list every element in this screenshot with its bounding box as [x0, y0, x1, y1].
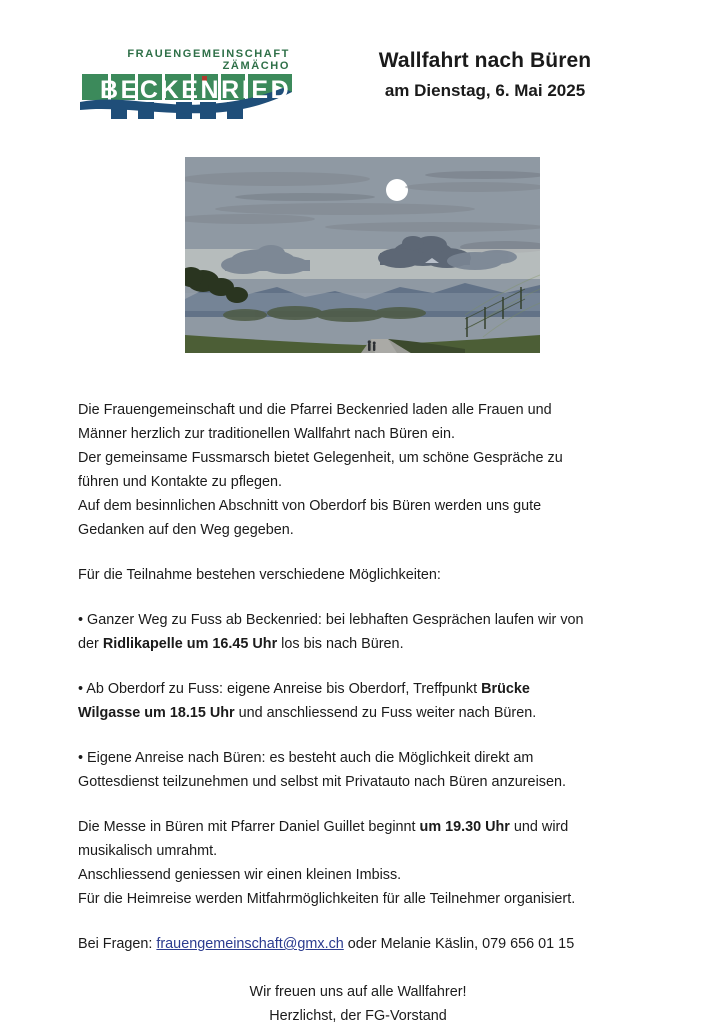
- closing-block: [78, 980, 638, 1028]
- intro-line-4: führen und Kontakte zu pflegen.: [78, 474, 283, 490]
- option-full-walk-line-1: • Ganzer Weg zu Fuss ab Beckenried: bei lebhaften Gesprächen laufen wir von: [78, 612, 584, 628]
- mass-line-4: Für die Heimreise werden Mitfahrmöglichkeiten für alle Teilnehmer organisiert.: [78, 891, 576, 907]
- option-full-walk-line-2: [78, 632, 638, 656]
- option-full-walk-line2-pre: der: [78, 636, 103, 652]
- mass-line1-post: und wird: [509, 819, 569, 835]
- option-from-oberdorf-meetingpoint: Brücke: [481, 681, 530, 697]
- options-heading-line: Für die Teilnahme bestehen verschiedene Möglichkeiten:: [78, 567, 441, 583]
- option-own-arrival-line-1: • Eigene Anreise nach Büren: es besteht auch die Möglichkeit direkt am: [78, 750, 534, 766]
- option-full-walk-time: Ridlikapelle um 16.45 Uhr: [102, 636, 278, 652]
- intro-line-3: Der gemeinsame Fussmarsch bietet Gelegenheit, um schöne Gespräche zu: [78, 450, 563, 466]
- mass-line-1: [78, 815, 638, 839]
- contact-suffix: oder Melanie Käslin, 079 656 01 15: [343, 936, 575, 952]
- document-body: [78, 398, 638, 1028]
- option-from-oberdorf-line-1: [78, 677, 638, 701]
- contact-email-link[interactable]: frauengemeinschaft@gmx.ch: [156, 936, 344, 952]
- beckenried-wordmark-icon: [80, 72, 292, 122]
- intro-line-5: Auf dem besinnlichen Abschnitt von Oberdorf bis Büren werden uns gute: [78, 498, 542, 514]
- intro-line-1: Die Frauengemeinschaft und die Pfarrei Beckenried laden alle Frauen und: [78, 402, 552, 418]
- mass-line1-pre: Die Messe in Büren mit Pfarrer Daniel Guillet beginnt: [78, 819, 420, 835]
- landscape-photo: [185, 157, 540, 353]
- closing-line-2: Herzlichst, der FG-Vorstand: [269, 1008, 447, 1024]
- options-heading: [78, 563, 638, 587]
- document-header: [0, 0, 714, 140]
- mass-time: um 19.30 Uhr: [419, 819, 510, 835]
- mass-details: [78, 815, 638, 911]
- logo-org-line2: ZÄMÄCHO: [222, 60, 290, 72]
- option-from-oberdorf-line1-pre: • Ab Oberdorf zu Fuss: eigene Anreise bis Oberdorf, Treffpunkt: [78, 681, 482, 697]
- page-subtitle: am Dienstag, 6. Mai 2025: [384, 81, 586, 100]
- organization-logo: [80, 48, 292, 122]
- intro-line-6: Gedanken auf den Weg gegeben.: [78, 522, 294, 538]
- option-from-oberdorf: [78, 677, 638, 725]
- logo-org-text: [127, 48, 290, 72]
- svg-text:BECKENRIED: BECKENRIED: [100, 76, 292, 104]
- contact-prefix: Bei Fragen:: [78, 936, 157, 952]
- closing-line-1: Wir freuen uns auf alle Wallfahrer!: [249, 984, 467, 1000]
- logo-org-line1: FRAUENGEMEINSCHAFT: [127, 48, 290, 60]
- option-full-walk: [78, 608, 638, 656]
- option-own-arrival: [78, 746, 638, 794]
- intro-line-2: Männer herzlich zur traditionellen Wallfahrt nach Büren ein.: [78, 426, 456, 442]
- option-full-walk-line2-post: los bis nach Büren.: [277, 636, 404, 652]
- contact-line: [78, 932, 638, 956]
- option-from-oberdorf-line2-post: und anschliessend zu Fuss weiter nach Büren.: [234, 705, 537, 721]
- page-title: Wallfahrt nach Büren: [378, 49, 592, 72]
- option-from-oberdorf-time: Wilgasse um 18.15 Uhr: [78, 705, 235, 721]
- mass-line-2: musikalisch umrahmt.: [78, 843, 218, 859]
- option-own-arrival-line-2: Gottesdienst teilzunehmen und selbst mit Privatauto nach Büren anzureisen.: [78, 774, 566, 790]
- title-block: [300, 48, 670, 102]
- paragraph-intro: [78, 398, 638, 542]
- mass-line-3: Anschliessend geniessen wir einen kleinen Imbiss.: [78, 867, 402, 883]
- option-from-oberdorf-line-2: [78, 701, 638, 725]
